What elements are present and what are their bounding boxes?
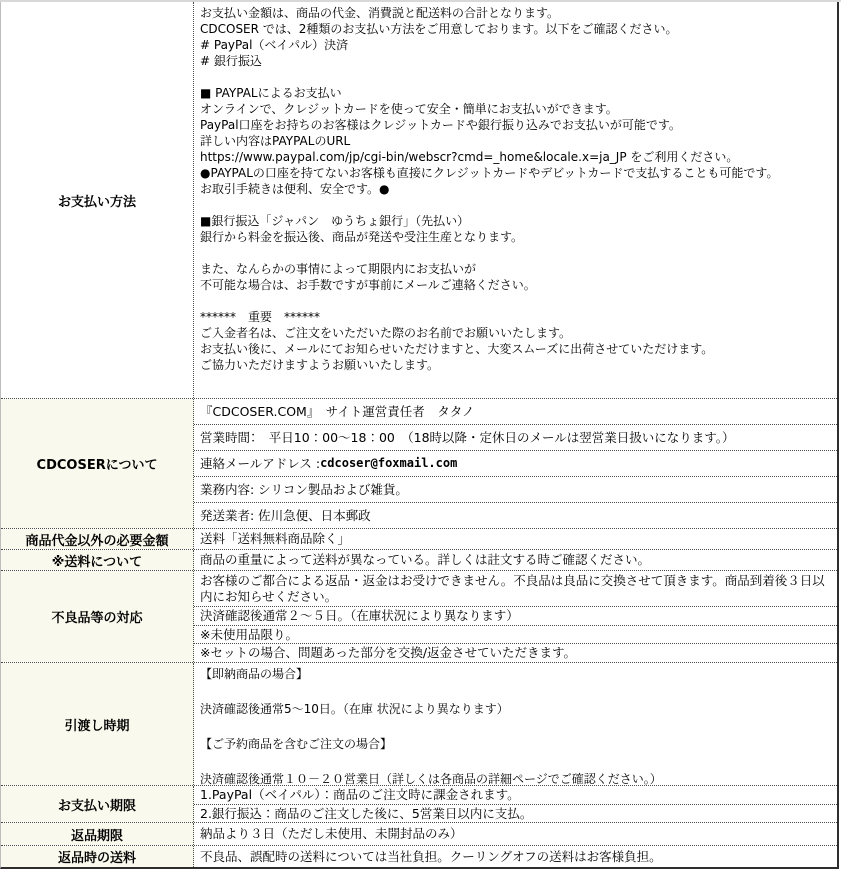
info-table xyxy=(0,2,839,869)
return-deadline-content xyxy=(194,823,837,845)
payment-line: オンラインで、クレジットカードを使って安全・簡単にお支払いができます。 xyxy=(200,102,618,116)
section-header-shipping-cost: ※送料について xyxy=(1,550,194,570)
section-about-cdcoser xyxy=(1,398,837,528)
payment-line: ●PAYPALの口座を持てないお客様も直接にクレジットカードやデビットカードで支払することも可能です。 xyxy=(200,166,779,180)
defective-policy-row: お客様のご都合による返品・返金はお受けできません。不良品は良品に交換させて頂きます。商品到着後３日以内にお知らせください。 xyxy=(194,571,837,607)
section-shipping-cost xyxy=(1,549,837,570)
payment-line-blank xyxy=(200,293,831,309)
section-defective-items xyxy=(1,570,837,662)
section-header-about-cdcoser: CDCOSERについて xyxy=(1,399,194,528)
payment-line: CDCOSER では、2種類のお支払い方法をご用意しております。以下をご確認ください。 xyxy=(200,22,678,36)
payment-deadline-bank-row: 2.銀行振込：商品のご注文した後に、5営業日以内に支払。 xyxy=(200,805,533,821)
defective-exchange-time-row: 決済確認後通常２～５日。（在庫状況により異なります） xyxy=(194,607,837,626)
payment-line: # PayPal（ベイパル）決済 xyxy=(200,38,349,52)
section-payment-method xyxy=(1,2,837,398)
payment-line: 詳しい内容はPAYPALのURL xyxy=(200,134,351,148)
payment-deadline-paypal-row: 1.PayPal（ベイパル）：商品のご注文時に課金されます。 xyxy=(194,786,837,805)
shipping-carrier-row: 発送業者: 佐川急便、日本郵政 xyxy=(200,507,371,523)
payment-line: PayPal口座をお持ちのお客様はクレジットカードや銀行振り込みでお支払いが可能です。 xyxy=(200,118,681,132)
delivery-line: 【即納商品の場合】 xyxy=(200,667,309,681)
delivery-line: 決済確認後通常１０－２０営業日（詳しくは各商品の詳細ページでご確認ください。） xyxy=(200,772,662,786)
shipping-cost-row: 商品の重量によって送料が異なっている。詳しくは註文する時ご確認ください。 xyxy=(200,552,651,568)
paypal-url-line: https://www.paypal.com/jp/cgi-bin/webscr?cmd=_home&locale.x=ja_JP をご利用ください。 xyxy=(200,150,739,164)
section-delivery-time xyxy=(1,662,837,785)
payment-line-blank xyxy=(200,245,831,261)
delivery-line-blank xyxy=(200,754,831,772)
section-return-deadline xyxy=(1,822,837,845)
payment-line: お取引手続きは便利、安全です。● xyxy=(200,182,390,196)
section-header-extra-fees: 商品代金以外の必要金額 xyxy=(1,529,194,549)
site-operator-row: 『CDCOSER.COM』 サイト運営責任者 タタノ xyxy=(194,399,837,425)
payment-line-blank xyxy=(200,197,831,213)
section-payment-deadline xyxy=(1,785,837,822)
payment-deadline-content xyxy=(194,786,837,822)
section-header-payment-method: お支払い方法 xyxy=(1,2,194,398)
delivery-line-blank xyxy=(200,719,831,737)
return-deadline-row: 納品より３日（ただし未使用、未開封品のみ） xyxy=(200,826,463,842)
delivery-line: 【ご予約商品を含むご注文の場合】 xyxy=(200,737,393,751)
defective-items-content xyxy=(194,571,837,662)
payment-line: お支払い後に、メールにてお知らせいただけますと、大変スムーズに出荷させていただけます。 xyxy=(200,342,714,356)
contact-email-label: 連絡メールアドレス : xyxy=(200,455,321,471)
payment-line: ご入金者名は、ご注文をいただいた際のお名前でお願いいたします。 xyxy=(200,326,572,340)
section-header-delivery-time: 引渡し時期 xyxy=(1,663,194,785)
extra-fees-content xyxy=(194,529,837,549)
payment-line: ■ PAYPALによるお支払い xyxy=(200,86,342,100)
payment-line: # 銀行振込 xyxy=(200,54,262,68)
business-hours-row: 営業時間： 平日10：00～18：00 （18時以降・定休日のメールは翌営業日扱いになります。） xyxy=(194,425,837,451)
payment-method-content xyxy=(194,2,837,398)
section-return-shipping xyxy=(1,845,837,867)
business-description-row: 業務内容: シリコン製品および雑貨。 xyxy=(194,477,837,503)
payment-line: ご協力いただけますようお願いいたします。 xyxy=(200,358,440,372)
return-shipping-row: 不良品、誤配時の送料については当社負担。クーリングオフの送料はお客様負担。 xyxy=(200,848,662,864)
payment-line: また、なんらかの事情によって期限内にお支払いが xyxy=(200,262,477,276)
important-marker-line: ****** 重要 ****** xyxy=(200,310,321,324)
payment-line: 不可能な場合は、お手数ですが事前にメールご連絡ください。 xyxy=(200,278,536,292)
payment-line-blank xyxy=(200,69,831,85)
contact-email-address: cdcoser@foxmail.com xyxy=(320,456,458,470)
payment-line: 銀行から料金を振込後、商品が発送や受注生産となります。 xyxy=(200,230,524,244)
delivery-line: 決済確認後通常5～10日。（在庫 状況により異なります） xyxy=(200,702,509,716)
return-shipping-content xyxy=(194,846,837,867)
section-header-payment-deadline: お支払い期限 xyxy=(1,786,194,822)
delivery-time-content xyxy=(194,663,837,785)
shipping-cost-content xyxy=(194,550,837,570)
contact-email-row xyxy=(194,451,837,477)
section-extra-fees xyxy=(1,528,837,549)
defective-set-row: ※セットの場合、問題あった部分を交換/返金させていただきます。 xyxy=(200,645,577,661)
about-cdcoser-content xyxy=(194,399,837,528)
extra-fees-row: 送料「送料無料商品除く」 xyxy=(200,531,351,547)
delivery-line-blank xyxy=(200,684,831,702)
section-header-return-deadline: 返品期限 xyxy=(1,823,194,845)
payment-line: お支払い金額は、商品の代金、消費説と配送料の合計となります。 xyxy=(200,6,560,20)
section-header-defective-items: 不良品等の対応 xyxy=(1,571,194,662)
payment-line: ■銀行振込「ジャパン ゆうちょ銀行」（先払い） xyxy=(200,214,470,228)
defective-unused-only-row: ※未使用品限り。 xyxy=(194,626,837,645)
section-header-return-shipping: 返品時の送料 xyxy=(1,846,194,867)
